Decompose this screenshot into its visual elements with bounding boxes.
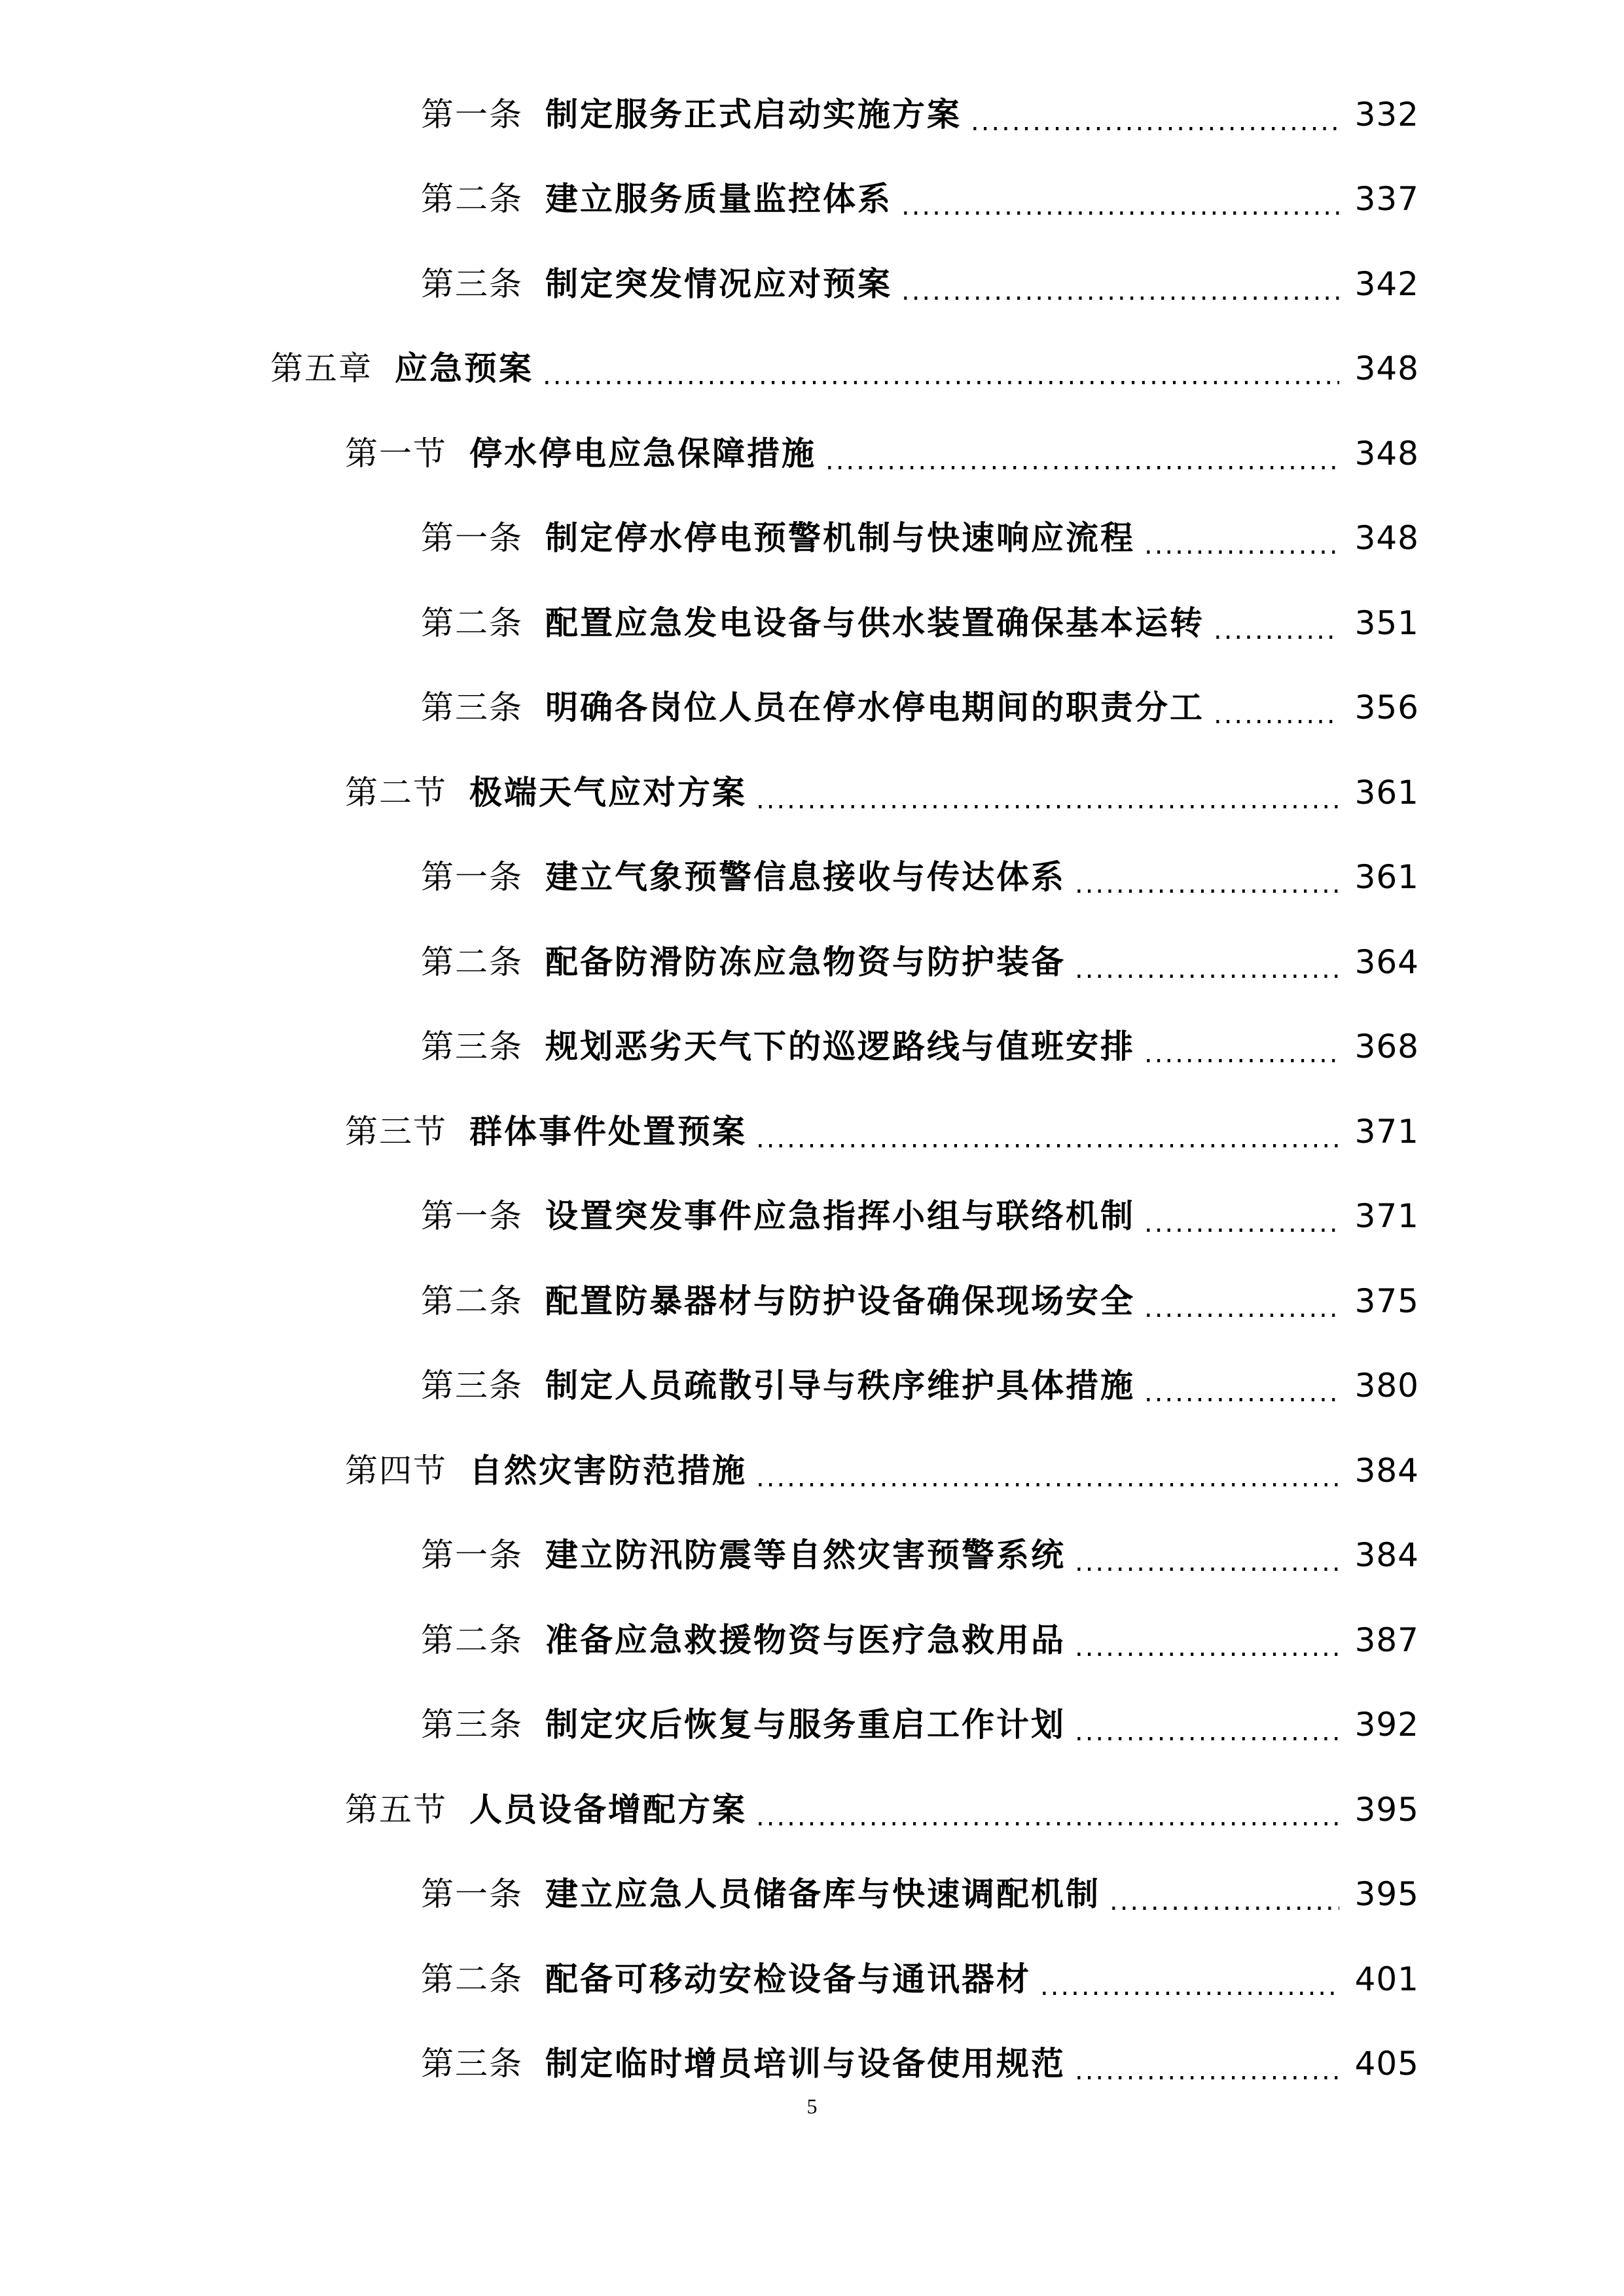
toc-entry-page: 348 — [1354, 519, 1419, 558]
toc-entry-title: 设置突发事件应急指挥小组与联络机制 — [545, 1196, 1135, 1236]
toc-entry-page: 405 — [1354, 2045, 1419, 2083]
dot-leader — [901, 278, 1339, 327]
toc-entry-title: 规划恶劣天气下的巡逻路线与值班安排 — [545, 1027, 1135, 1066]
toc-entry-section[interactable] — [0, 411, 1624, 496]
toc-entry-title: 准备应急救援物资与医疗急救用品 — [545, 1620, 1066, 1659]
toc-entry-article[interactable] — [0, 1852, 1624, 1937]
toc-entry-section[interactable] — [0, 1428, 1624, 1513]
dot-leader — [1144, 1041, 1339, 1089]
page-number: 5 — [806, 2094, 818, 2118]
toc-entry-article[interactable] — [0, 666, 1624, 751]
toc-entry-title: 配置防暴器材与防护设备确保现场安全 — [545, 1281, 1135, 1320]
toc-entry-number: 第三条 — [421, 1028, 523, 1066]
toc-entry-article[interactable] — [0, 835, 1624, 920]
toc-entry-title: 群体事件处置预案 — [469, 1111, 747, 1151]
toc-entry-article[interactable] — [0, 581, 1624, 666]
toc-entry-page: 368 — [1354, 1028, 1419, 1066]
toc-entry-title: 制定突发情况应对预案 — [545, 264, 892, 303]
dot-leader — [1075, 1634, 1339, 1683]
toc-entry-page: 356 — [1354, 689, 1419, 727]
toc-entry-article[interactable] — [0, 496, 1624, 581]
dot-leader — [901, 193, 1339, 242]
toc-entry-page: 348 — [1354, 434, 1419, 473]
toc-entry-title: 制定服务正式启动实施方案 — [545, 94, 962, 134]
dot-leader — [1075, 956, 1339, 1005]
toc-entry-number: 第一条 — [421, 858, 523, 897]
toc-entry-page: 395 — [1354, 1790, 1419, 1829]
toc-entry-article[interactable] — [0, 1259, 1624, 1344]
toc-entry-number: 第二条 — [421, 180, 523, 219]
toc-entry-number: 第三条 — [421, 1706, 523, 1744]
toc-entry-page: 392 — [1354, 1706, 1419, 1744]
toc-entry-title: 人员设备增配方案 — [469, 1789, 747, 1829]
toc-entry-section[interactable] — [0, 1767, 1624, 1852]
toc-entry-title: 停水停电应急保障措施 — [469, 433, 816, 473]
toc-entry-article[interactable] — [0, 2022, 1624, 2107]
toc-entry-page: 387 — [1354, 1621, 1419, 1659]
toc-entry-number: 第二条 — [421, 1282, 523, 1320]
toc-entry-article[interactable] — [0, 242, 1624, 327]
toc-entry-title: 建立气象预警信息接收与传达体系 — [545, 857, 1066, 897]
toc-entry-article[interactable] — [0, 1683, 1624, 1768]
toc-entry-chapter[interactable] — [0, 327, 1624, 412]
dot-leader — [1075, 1549, 1339, 1598]
toc-entry-article[interactable] — [0, 157, 1624, 242]
toc-entry-article[interactable] — [0, 1513, 1624, 1598]
toc-entry-title: 建立服务质量监控体系 — [545, 179, 892, 219]
toc-entry-page: 348 — [1354, 350, 1419, 388]
toc-entry-number: 第一条 — [421, 1875, 523, 1914]
toc-entry-title: 极端天气应对方案 — [469, 772, 747, 812]
toc-entry-page: 375 — [1354, 1282, 1419, 1320]
dot-leader — [1110, 1888, 1339, 1937]
toc-entry-page: 337 — [1354, 180, 1419, 219]
dot-leader — [1144, 1295, 1339, 1344]
toc-entry-page: 364 — [1354, 942, 1419, 981]
dot-leader — [971, 109, 1339, 157]
toc-entry-number: 第一条 — [421, 1536, 523, 1575]
toc-entry-article[interactable] — [0, 72, 1624, 157]
dot-leader — [1214, 617, 1339, 666]
toc-entry-number: 第五章 — [270, 350, 372, 388]
dot-leader — [756, 1804, 1339, 1852]
toc-entry-page: 351 — [1354, 603, 1419, 642]
dot-leader — [1075, 1719, 1339, 1767]
toc-entry-number: 第三条 — [421, 689, 523, 727]
toc-entry-page: 384 — [1354, 1536, 1419, 1575]
toc-entry-title: 配备可移动安检设备与通讯器材 — [545, 1959, 1031, 1998]
table-of-contents — [0, 72, 1624, 2106]
toc-entry-article[interactable] — [0, 1005, 1624, 1090]
toc-entry-page: 371 — [1354, 1112, 1419, 1151]
dot-leader — [825, 448, 1339, 496]
toc-entry-number: 第二节 — [345, 773, 447, 812]
toc-entry-article[interactable] — [0, 1937, 1624, 2022]
toc-entry-title: 建立防汛防震等自然灾害预警系统 — [545, 1535, 1066, 1575]
toc-entry-article[interactable] — [0, 1598, 1624, 1683]
toc-entry-number: 第四节 — [345, 1451, 447, 1490]
toc-entry-page: 361 — [1354, 858, 1419, 897]
dot-leader — [1075, 871, 1339, 920]
dot-leader — [756, 1465, 1339, 1513]
toc-entry-title: 应急预案 — [395, 349, 533, 388]
toc-entry-article[interactable] — [0, 1174, 1624, 1259]
toc-entry-page: 342 — [1354, 264, 1419, 303]
toc-entry-number: 第二条 — [421, 1960, 523, 1998]
toc-entry-number: 第三条 — [421, 2045, 523, 2083]
toc-entry-number: 第二条 — [421, 942, 523, 981]
toc-entry-title: 明确各岗位人员在停水停电期间的职责分工 — [545, 688, 1204, 727]
toc-entry-title: 制定停水停电预警机制与快速响应流程 — [545, 518, 1135, 558]
toc-entry-title: 制定人员疏散引导与秩序维护具体措施 — [545, 1366, 1135, 1405]
dot-leader — [1214, 702, 1339, 750]
toc-entry-page: 380 — [1354, 1367, 1419, 1405]
toc-entry-page: 332 — [1354, 95, 1419, 134]
toc-entry-section[interactable] — [0, 750, 1624, 835]
dot-leader — [756, 787, 1339, 835]
dot-leader — [1144, 532, 1339, 581]
toc-entry-number: 第一条 — [421, 1197, 523, 1236]
toc-entry-page: 361 — [1354, 773, 1419, 812]
dot-leader — [1144, 1210, 1339, 1259]
toc-entry-page: 371 — [1354, 1197, 1419, 1236]
toc-entry-title: 配备防滑防冻应急物资与防护装备 — [545, 942, 1066, 981]
dot-leader — [756, 1126, 1339, 1174]
dot-leader — [1040, 1973, 1339, 2022]
toc-entry-title: 建立应急人员储备库与快速调配机制 — [545, 1874, 1100, 1914]
toc-entry-page: 401 — [1354, 1960, 1419, 1998]
toc-entry-number: 第三条 — [421, 1367, 523, 1405]
toc-entry-number: 第一节 — [345, 434, 447, 473]
toc-entry-number: 第三条 — [421, 264, 523, 303]
toc-entry-page: 395 — [1354, 1875, 1419, 1914]
toc-entry-number: 第一条 — [421, 95, 523, 134]
toc-entry-number: 第五节 — [345, 1790, 447, 1829]
toc-entry-title: 制定临时增员培训与设备使用规范 — [545, 2044, 1066, 2083]
toc-entry-article[interactable] — [0, 1344, 1624, 1429]
toc-entry-number: 第三节 — [345, 1112, 447, 1151]
toc-entry-number: 第二条 — [421, 603, 523, 642]
toc-entry-title: 配置应急发电设备与供水装置确保基本运转 — [545, 603, 1204, 642]
toc-entry-article[interactable] — [0, 920, 1624, 1005]
toc-entry-number: 第二条 — [421, 1621, 523, 1659]
toc-entry-title: 自然灾害防范措施 — [469, 1450, 747, 1490]
dot-leader — [543, 363, 1339, 411]
toc-entry-section[interactable] — [0, 1089, 1624, 1174]
toc-entry-number: 第一条 — [421, 519, 523, 558]
toc-entry-title: 制定灾后恢复与服务重启工作计划 — [545, 1705, 1066, 1744]
toc-entry-page: 384 — [1354, 1451, 1419, 1490]
dot-leader — [1144, 1380, 1339, 1428]
